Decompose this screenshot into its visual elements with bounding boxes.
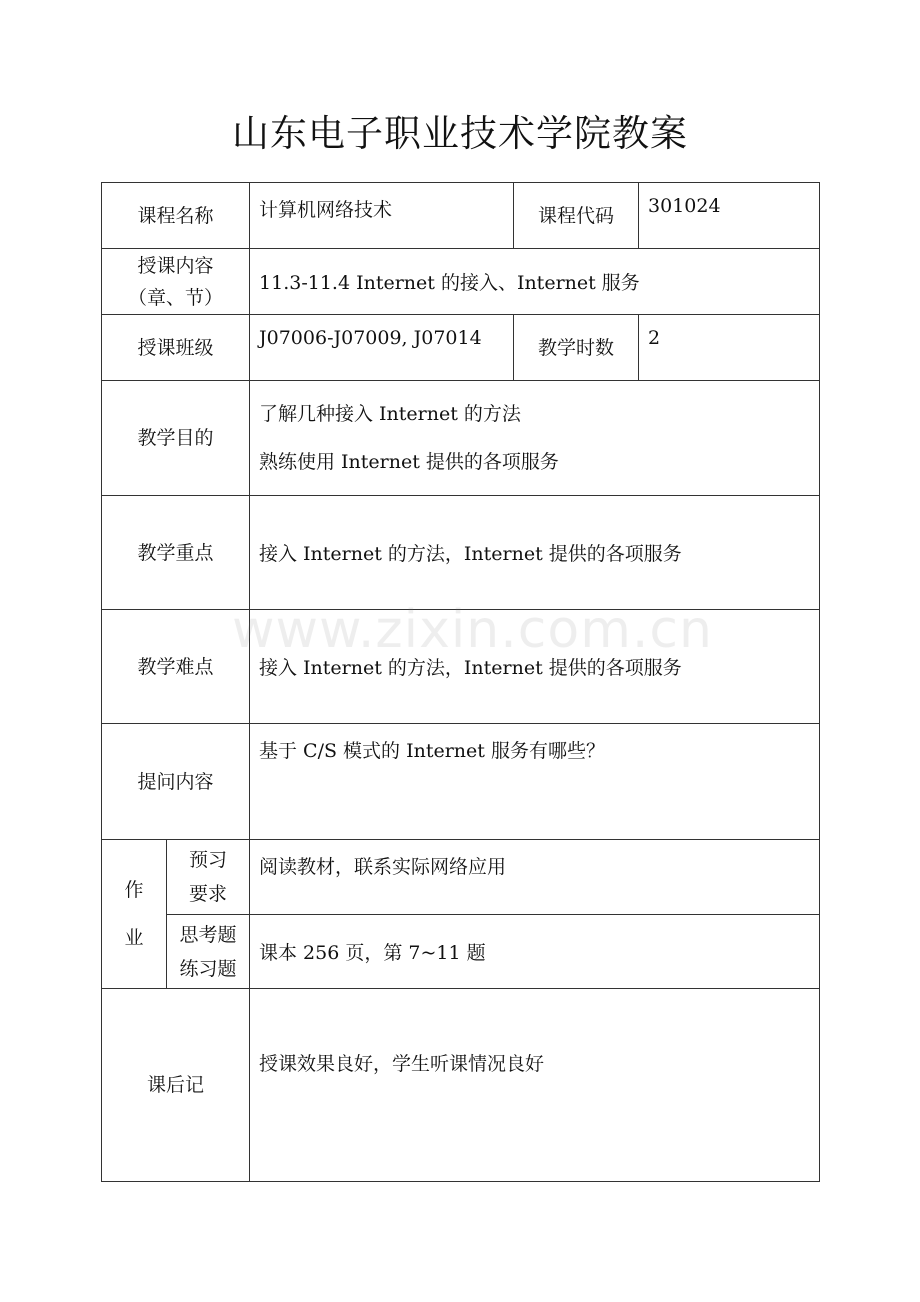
preview-label-line2: 要求	[189, 883, 228, 905]
course-name-label: 课程名称	[102, 183, 250, 249]
watermark: www.zixin.com.cn	[232, 600, 713, 660]
row-difficulties	[102, 610, 820, 724]
goal-line1: 了解几种接入 Internet 的方法	[259, 403, 521, 425]
notes-label: 课后记	[102, 989, 250, 1182]
homework-label-char1: 作	[124, 879, 144, 901]
notes-value: 授课效果良好，学生听课情况良好	[250, 989, 820, 1182]
hours-label: 教学时数	[514, 315, 639, 381]
preview-value: 阅读教材，联系实际网络应用	[250, 840, 820, 915]
preview-label-line1: 预习	[189, 849, 228, 871]
course-code-label: 课程代码	[514, 183, 639, 249]
content-label-line1: 授课内容	[137, 254, 214, 277]
difficulties-label: 教学难点	[102, 610, 250, 724]
course-code-value: 301024	[639, 183, 820, 249]
class-value: J07006-J07009, J07014	[250, 315, 514, 381]
exercise-label	[167, 915, 250, 989]
row-notes	[102, 989, 820, 1182]
row-class	[102, 315, 820, 381]
content-label-line2: （章、节）	[128, 286, 224, 309]
key-points-value: 接入 Internet 的方法，Internet 提供的各项服务	[250, 496, 820, 610]
goal-value	[250, 381, 820, 496]
row-key-points	[102, 496, 820, 610]
goal-label: 教学目的	[102, 381, 250, 496]
questions-label: 提问内容	[102, 724, 250, 840]
exercise-label-line2: 练习题	[179, 957, 237, 980]
preview-label	[167, 840, 250, 915]
row-goal	[102, 381, 820, 496]
difficulties-value: 接入 Internet 的方法，Internet 提供的各项服务	[250, 610, 820, 724]
lesson-plan-table	[101, 182, 820, 1182]
questions-value: 基于 C/S 模式的 Internet 服务有哪些？	[250, 724, 820, 840]
exercise-label-line1: 思考题	[179, 923, 237, 946]
homework-label	[102, 840, 167, 989]
content-label	[102, 249, 250, 315]
page-title: 山东电子职业技术学院教案	[232, 112, 688, 155]
row-homework-exercise	[102, 915, 820, 989]
key-points-label: 教学重点	[102, 496, 250, 610]
hours-value: 2	[639, 315, 820, 381]
exercise-value: 课本 256 页，第 7~11 题	[250, 915, 820, 989]
row-homework-preview	[102, 840, 820, 915]
content-value: 11.3-11.4 Internet 的接入、Internet 服务	[250, 249, 820, 315]
homework-label-char2: 业	[124, 927, 144, 949]
row-content	[102, 249, 820, 315]
class-label: 授课班级	[102, 315, 250, 381]
row-course-name	[102, 183, 820, 249]
goal-line2: 熟练使用 Internet 提供的各项服务	[259, 451, 559, 473]
row-questions	[102, 724, 820, 840]
course-name-value: 计算机网络技术	[250, 183, 514, 249]
